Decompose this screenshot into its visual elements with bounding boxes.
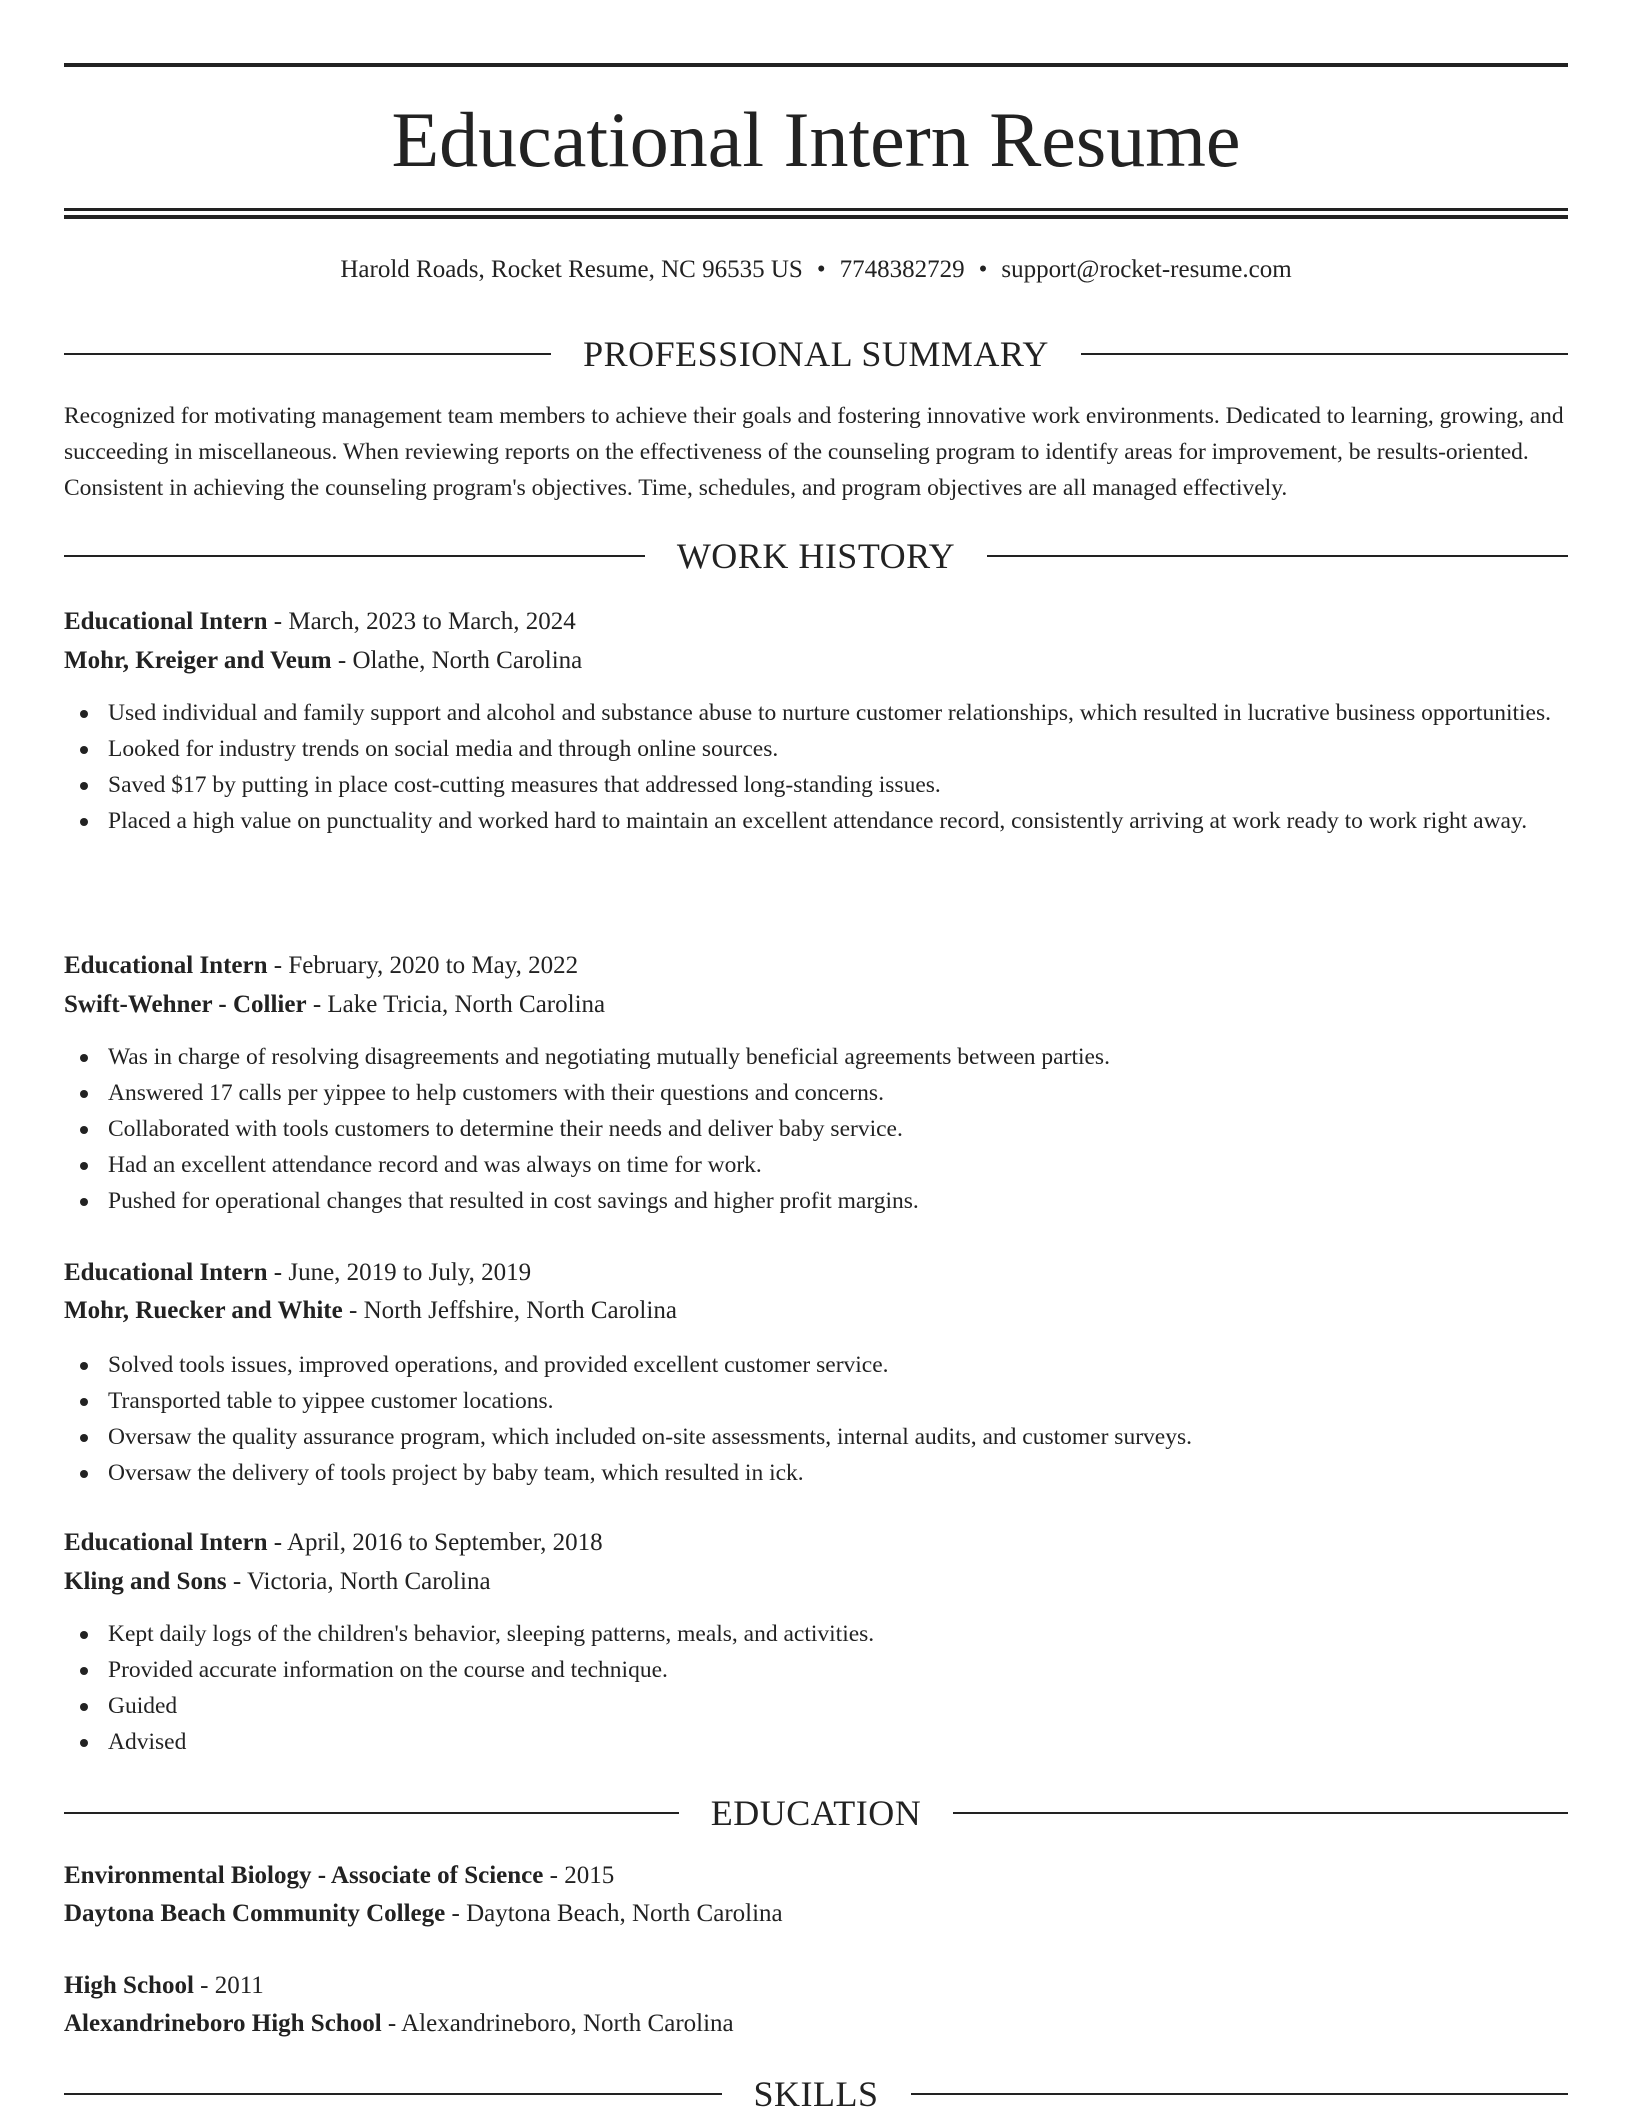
- education-degree: High School: [64, 1972, 194, 1999]
- dash: -: [331, 647, 353, 674]
- education-year: 2011: [214, 1972, 264, 1999]
- dash: -: [381, 2010, 402, 2037]
- contact-address: Harold Roads, Rocket Resume, NC 96535 US: [340, 256, 803, 283]
- education-degree: Environmental Biology - Associate of Science: [64, 1862, 544, 1889]
- list-item: Used individual and family support and alcohol and substance abuse to nurture customer relationships, which resulted in lucrative business opportunities.: [64, 695, 1568, 731]
- list-item: Provided accurate information on the course and technique.: [64, 1652, 1568, 1688]
- job-company-line: [64, 643, 1568, 679]
- job-company: Mohr, Kreiger and Veum: [64, 647, 332, 674]
- job-title: Educational Intern: [64, 952, 268, 979]
- job-company: Kling and Sons: [64, 1568, 227, 1595]
- list-item: Solved tools issues, improved operations, and provided excellent customer service.: [64, 1347, 1568, 1383]
- job-dates: March, 2023 to March, 2024: [288, 608, 576, 635]
- dash: -: [445, 1900, 467, 1927]
- contact-email: support@rocket-resume.com: [1001, 256, 1292, 283]
- list-item: Saved $17 by putting in place cost-cutting measures that addressed long-standing issues.: [64, 767, 1568, 803]
- job-dates: April, 2016 to September, 2018: [286, 1529, 603, 1556]
- education-school: Alexandrineboro High School: [64, 2010, 382, 2037]
- dash: -: [267, 608, 289, 635]
- dash: -: [267, 1529, 287, 1556]
- page-title: Educational Intern Resume: [391, 96, 1241, 183]
- title-rule-upper: [64, 208, 1568, 211]
- section-heading-work-history: [64, 536, 1568, 576]
- section-heading-skills: [64, 2074, 1568, 2114]
- section-title: PROFESSIONAL SUMMARY: [583, 334, 1049, 374]
- contact-separator: •: [978, 256, 988, 283]
- section-title: EDUCATION: [710, 1793, 922, 1833]
- dash: -: [342, 1297, 364, 1324]
- job-title-line: [64, 1525, 1568, 1561]
- list-item: Oversaw the quality assurance program, which included on-site assessments, internal audits, and customer surveys.: [64, 1419, 1568, 1455]
- job-location: Olathe, North Carolina: [352, 647, 583, 674]
- dash: -: [543, 1862, 565, 1889]
- list-item: Oversaw the delivery of tools project by baby team, which resulted in ick.: [64, 1455, 1568, 1491]
- job-bullets: [64, 1039, 1568, 1219]
- list-item: Kept daily logs of the children's behavior, sleeping patterns, meals, and activities.: [64, 1616, 1568, 1652]
- job-title-line: [64, 604, 1568, 640]
- job-company-line: [64, 1564, 1568, 1600]
- list-item: Was in charge of resolving disagreements and negotiating mutually beneficial agreements between parties.: [64, 1039, 1568, 1075]
- list-item: Transported table to yippee customer locations.: [64, 1383, 1568, 1419]
- job-location: North Jeffshire, North Carolina: [363, 1297, 677, 1324]
- heading-rule: [953, 1812, 1568, 1814]
- job-title-line: [64, 1255, 1568, 1291]
- list-item: Answered 17 calls per yippee to help customers with their questions and concerns.: [64, 1075, 1568, 1111]
- education-degree-line: [64, 1968, 1568, 2004]
- section-title: WORK HISTORY: [676, 536, 956, 576]
- heading-rule: [1081, 353, 1568, 355]
- heading-rule: [987, 555, 1568, 557]
- education-school-line: [64, 2006, 1568, 2042]
- education-year: 2015: [564, 1862, 615, 1889]
- list-item: Guided: [64, 1688, 1568, 1724]
- education-location: Alexandrineboro, North Carolina: [401, 2010, 734, 2037]
- job-company-line: [64, 987, 1568, 1023]
- job-location: Lake Tricia, North Carolina: [327, 991, 606, 1018]
- job-title: Educational Intern: [64, 1259, 268, 1286]
- job-location: Victoria, North Carolina: [246, 1568, 491, 1595]
- education-location: Daytona Beach, North Carolina: [466, 1900, 783, 1927]
- heading-rule: [64, 555, 645, 557]
- heading-rule: [911, 2093, 1569, 2095]
- heading-rule: [64, 2093, 722, 2095]
- section-heading-summary: [64, 334, 1568, 374]
- top-rule: [64, 63, 1568, 67]
- job-company: Swift-Wehner - Collier: [64, 991, 307, 1018]
- job-title-line: [64, 948, 1568, 984]
- section-title: SKILLS: [753, 2074, 879, 2114]
- dash: -: [267, 1259, 289, 1286]
- education-school: Daytona Beach Community College: [64, 1900, 446, 1927]
- section-heading-education: [64, 1793, 1568, 1833]
- contact-separator: •: [816, 256, 826, 283]
- job-title: Educational Intern: [64, 1529, 268, 1556]
- list-item: Looked for industry trends on social media and through online sources.: [64, 731, 1568, 767]
- list-item: Advised: [64, 1724, 1568, 1760]
- list-item: Pushed for operational changes that resulted in cost savings and higher profit margins.: [64, 1183, 1568, 1219]
- list-item: Had an excellent attendance record and was always on time for work.: [64, 1147, 1568, 1183]
- list-item: Placed a high value on punctuality and worked hard to maintain an excellent attendance record, consistently arriving at work ready to work right away.: [64, 803, 1568, 839]
- education-school-line: [64, 1896, 1568, 1932]
- job-bullets: [64, 695, 1568, 839]
- education-degree-line: [64, 1858, 1568, 1894]
- dash: -: [306, 991, 328, 1018]
- contact-phone: 7748382729: [839, 256, 965, 283]
- dash: -: [193, 1972, 215, 1999]
- heading-rule: [64, 1812, 679, 1814]
- summary-text: Recognized for motivating management team members to achieve their goals and fostering innovative work environments. Dedicated to learning, growing, and succeeding in miscellaneous. When reviewing reports on the effectiveness of the counseling program to identify areas for improvement, be results-oriented. Consistent in achieving the counseling program's objectives. Time, schedules, and program objectives are all managed effectively.: [64, 403, 1564, 501]
- job-dates: June, 2019 to July, 2019: [288, 1259, 532, 1286]
- job-bullets: [64, 1616, 1568, 1760]
- heading-rule: [64, 353, 551, 355]
- dash: -: [267, 952, 289, 979]
- job-title: Educational Intern: [64, 608, 268, 635]
- list-item: Collaborated with tools customers to determine their needs and deliver baby service.: [64, 1111, 1568, 1147]
- job-dates: February, 2020 to May, 2022: [288, 952, 579, 979]
- dash: -: [226, 1568, 247, 1595]
- title-rule-lower: [64, 215, 1568, 219]
- job-company-line: [64, 1293, 1568, 1329]
- job-company: Mohr, Ruecker and White: [64, 1297, 343, 1324]
- contact-line: [64, 254, 1568, 286]
- job-bullets: [64, 1347, 1568, 1491]
